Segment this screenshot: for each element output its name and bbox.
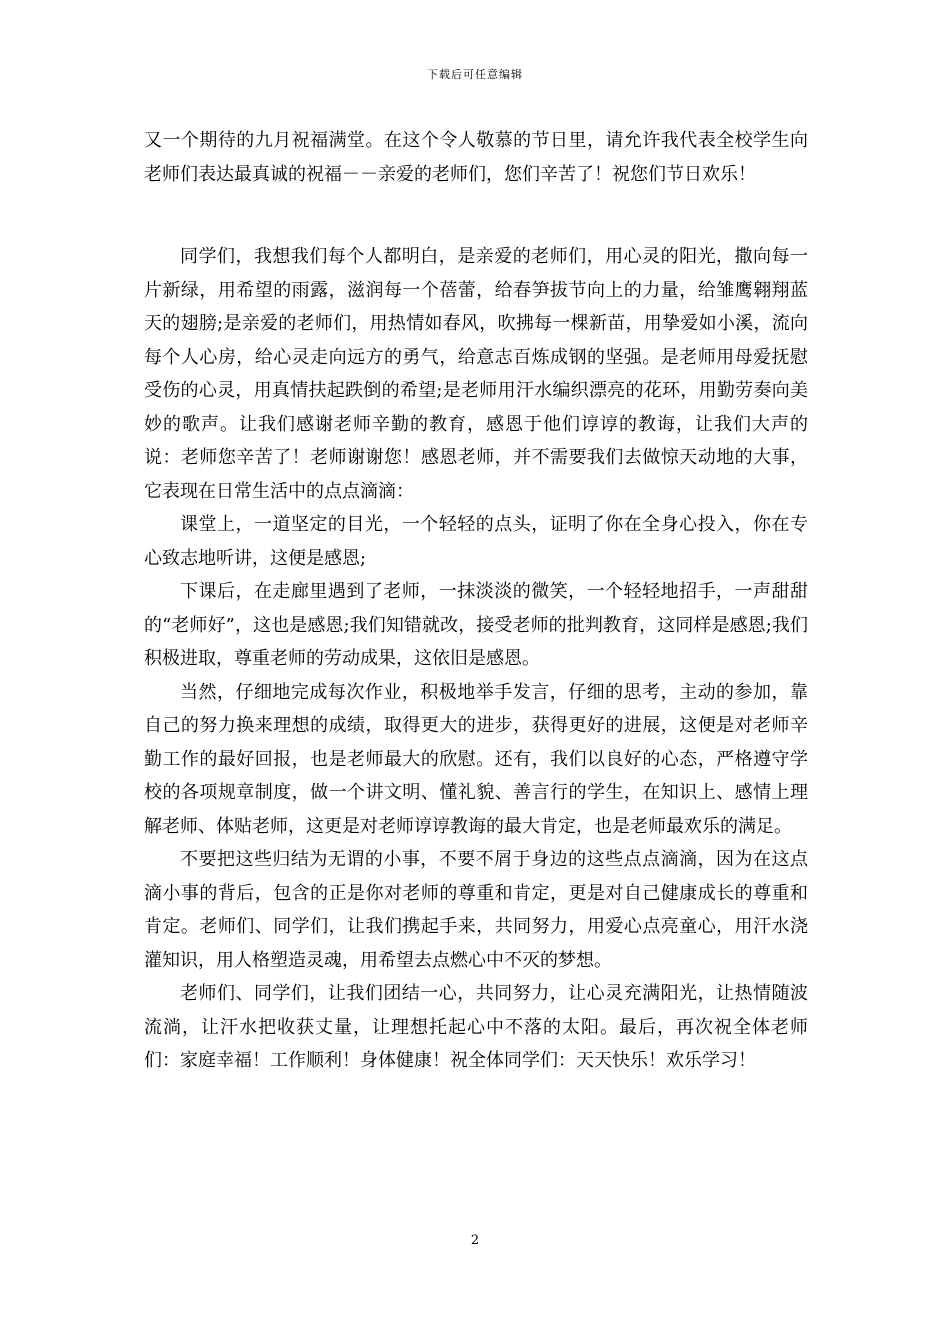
paragraph: 同学们，我想我们每个人都明白，是亲爱的老师们，用心灵的阳光，撒向每一片新绿，用希望的雨露，滋润每一个蓓蕾，给春笋拔节向上的力量，给雏鹰翱翔蓝天的翅膀;是亲爱的老师们，用热情如春风，吹拂每一棵新苗，用挚爱如小溪，流向每个人心房，给心灵走向远方的勇气，给意志百炼成钢的坚强。是老师用母爱抚慰受伤的心灵，用真情扶起跌倒的希望;是老师用汗水编织漂亮的花环，用勤劳奏向美妙的歌声。让我们感谢老师辛勤的教育，感恩于他们谆谆的教诲，让我们大声的说：老师您辛苦了！老师谢谢您！感恩老师，并不需要我们去做惊天动地的大事，它表现在日常生活中的点点滴滴：: [144, 246, 808, 502]
page-header-note: 下载后可任意编辑: [427, 68, 523, 81]
paragraph: 课堂上，一道坚定的目光，一个轻轻的点头，证明了你在全身心投入，你在专心致志地听讲，这便是感恩;: [144, 514, 808, 569]
paragraph: 老师们、同学们，让我们团结一心，共同努力，让心灵充满阳光，让热情随波流淌，让汗水把收获丈量，让理想托起心中不落的太阳。最后，再次祝全体老师们：家庭幸福！工作顺利！身体健康！祝全体同学们：天天快乐！欢乐学习！: [144, 983, 808, 1071]
page-number: 2: [470, 1233, 480, 1248]
paragraph: 下课后，在走廊里遇到了老师，一抹淡淡的微笑，一个轻轻地招手，一声甜甜的“老师好”，这也是感恩;我们知错就改，接受老师的批判教育，这同样是感恩;我们积极进取，尊重老师的劳动成果，这依旧是感恩。: [144, 581, 808, 669]
paragraph: 不要把这些归结为无谓的小事，不要不屑于身边的这些点点滴滴，因为在这点滴小事的背后，包含的正是你对老师的尊重和肯定，更是对自己健康成长的尊重和肯定。老师们、同学们，让我们携起手来，共同努力，用爱心点亮童心，用汗水浇灌知识，用人格塑造灵魂，用希望去点燃心中不灭的梦想。: [144, 849, 808, 971]
paragraph: 当然，仔细地完成每次作业，积极地举手发言，仔细的思考，主动的参加，靠自己的努力换来理想的成绩，取得更大的进步，获得更好的进展，这便是对老师辛勤工作的最好回报，也是老师最大的欣慰。还有，我们以良好的心态，严格遵守学校的各项规章制度，做一个讲文明、懂礼貌、善言行的学生，在知识上、感情上理解老师、体贴老师，这更是对老师谆谆教诲的最大肯定，也是老师最欢乐的满足。: [144, 681, 808, 837]
document-body: [144, 124, 808, 1078]
paragraph-opening: 又一个期待的九月祝福满堂。在这个令人敬慕的节日里，请允许我代表全校学生向老师们表达最真诚的祝福－－亲爱的老师们，您们辛苦了！祝您们节日欢乐！: [144, 130, 808, 185]
